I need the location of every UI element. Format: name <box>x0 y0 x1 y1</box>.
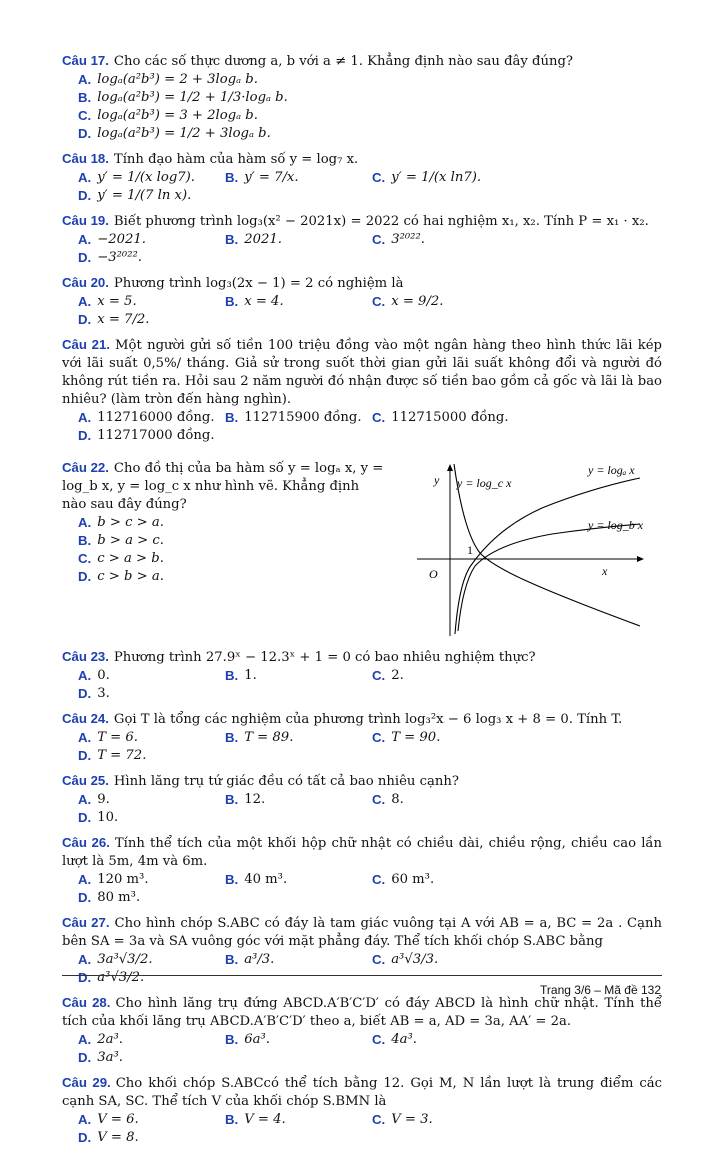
option-text: T = 6. <box>97 730 138 745</box>
question-number: Câu 24. <box>62 711 109 726</box>
option-letter: A. <box>78 515 92 530</box>
option-c <box>372 1031 519 1049</box>
option-text: y′ = 7/x. <box>244 170 299 185</box>
question-number: Câu 25. <box>62 773 109 788</box>
option-letter: A. <box>78 1112 92 1127</box>
option-b <box>225 1111 372 1129</box>
question-number: Câu 26. <box>62 835 110 850</box>
option-text: T = 90. <box>391 730 441 745</box>
option-letter: B. <box>225 1112 239 1127</box>
option-text: −2021. <box>97 232 146 247</box>
option-b <box>225 293 372 311</box>
option-c <box>372 409 519 427</box>
x-axis-arrow <box>637 556 644 562</box>
options <box>62 871 662 907</box>
question-28 <box>62 994 662 1067</box>
option-text: 112717000 đồng. <box>97 428 215 443</box>
option-text: 80 m³. <box>97 890 141 905</box>
question-number: Câu 20. <box>62 275 109 290</box>
option-a <box>78 169 225 187</box>
question-stem: Cho khối chóp S.ABCcó thể tích bằng 12. Gọi M, N lần lượt là trung điểm các cạnh SA, SC. Thể tích V của khối chóp S.BMN là <box>62 1076 662 1109</box>
question-24 <box>62 710 662 765</box>
option-a <box>78 71 374 89</box>
options <box>62 1111 662 1147</box>
question-22-text <box>62 459 387 641</box>
point-one-label: 1 <box>467 543 473 557</box>
option-text: 12. <box>244 792 266 807</box>
option-letter: C. <box>372 952 386 967</box>
option-letter: C. <box>372 1112 386 1127</box>
option-b <box>78 89 374 107</box>
option-text: 2021. <box>244 232 282 247</box>
options <box>62 729 662 765</box>
option-text: 6a³. <box>244 1032 270 1047</box>
option-b <box>225 1031 372 1049</box>
option-text: 4a³. <box>391 1032 417 1047</box>
option-d <box>78 427 225 445</box>
option-text: 112715900 đồng. <box>244 410 362 425</box>
option-text: 1. <box>244 668 257 683</box>
option-letter: D. <box>78 1050 92 1065</box>
label-log-c: y = log_c x <box>457 476 512 490</box>
option-d <box>78 568 233 586</box>
option-d <box>78 311 225 329</box>
option-b <box>225 951 372 969</box>
question-stem: Biết phương trình log₃(x² − 2021x) = 2022 có hai nghiệm x₁, x₂. Tính P = x₁ · x₂. <box>113 214 649 229</box>
question-number: Câu 28. <box>62 995 111 1010</box>
option-a <box>78 293 225 311</box>
option-letter: B. <box>225 1032 239 1047</box>
option-text: 112716000 đồng. <box>97 410 215 425</box>
option-b <box>225 409 372 427</box>
option-a <box>78 871 225 889</box>
question-number: Câu 18. <box>62 151 109 166</box>
question-number: Câu 23. <box>62 649 109 664</box>
option-letter: D. <box>78 748 92 763</box>
option-letter: C. <box>372 294 386 309</box>
option-b <box>225 729 372 747</box>
option-letter: D. <box>78 428 92 443</box>
option-text: logₐ(a²b³) = 3 + 2logₐ b. <box>97 108 258 123</box>
option-text: b > c > a. <box>97 515 164 530</box>
option-letter: A. <box>78 294 92 309</box>
option-d <box>78 969 225 987</box>
option-letter: C. <box>372 410 386 425</box>
option-text: logₐ(a²b³) = 1/2 + 3logₐ b. <box>97 126 271 141</box>
option-letter: B. <box>225 952 239 967</box>
option-text: c > b > a. <box>97 569 164 584</box>
option-b <box>225 169 372 187</box>
option-letter: A. <box>78 170 92 185</box>
option-d <box>78 187 225 205</box>
options <box>62 231 662 267</box>
option-letter: D. <box>78 188 92 203</box>
option-a <box>78 514 233 532</box>
option-letter: B. <box>225 294 239 309</box>
option-c <box>372 1111 519 1129</box>
label-log-b: y = log_b x <box>588 518 644 532</box>
option-d <box>78 889 225 907</box>
question-stem: Cho hình lăng trụ đứng ABCD.A′B′C′D′ có đáy ABCD là hình chữ nhật. Tính thể tích của khối lăng trụ ABCD.A′B′C′D′ theo a, biết AB = a, AD = 3a, AA′ = 2a. <box>62 996 662 1029</box>
log-graph <box>412 456 652 641</box>
question-25 <box>62 772 662 827</box>
option-text: x = 5. <box>97 294 137 309</box>
option-d <box>78 125 374 143</box>
option-text: 9. <box>97 792 110 807</box>
option-c <box>372 729 519 747</box>
option-a <box>78 729 225 747</box>
option-letter: A. <box>78 72 92 87</box>
question-number: Câu 22. <box>62 460 109 475</box>
question-26 <box>62 834 662 907</box>
options <box>62 951 662 987</box>
option-c <box>78 550 233 568</box>
option-text: V = 8. <box>97 1130 139 1145</box>
option-text: T = 89. <box>244 730 294 745</box>
question-27 <box>62 914 662 987</box>
options <box>62 791 662 827</box>
option-b <box>225 791 372 809</box>
page-footer: Trang 3/6 – Mã đề 132 <box>540 983 661 997</box>
question-stem: Cho hình chóp S.ABC có đáy là tam giác vuông tại A với AB = a, BC = 2a . Cạnh bên SA = 3a và SA vuông góc với mặt phẳng đáy. Thể tích khối chóp S.ABC bằng <box>62 916 662 949</box>
option-letter: C. <box>78 108 92 123</box>
option-letter: D. <box>78 1130 92 1145</box>
option-text: 8. <box>391 792 404 807</box>
option-c <box>372 791 519 809</box>
option-text: 40 m³. <box>244 872 288 887</box>
option-text: a³/3. <box>244 952 275 967</box>
option-letter: C. <box>372 792 386 807</box>
option-text: 2. <box>391 668 404 683</box>
option-letter: D. <box>78 686 92 701</box>
option-text: c > a > b. <box>97 551 164 566</box>
x-axis-label: x <box>602 564 608 578</box>
option-letter: B. <box>78 90 92 105</box>
options <box>62 514 387 586</box>
label-log-a: y = logₐ x <box>588 463 635 477</box>
question-17 <box>62 52 662 143</box>
question-stem: Gọi T là tổng các nghiệm của phương trình log₃²x − 6 log₃ x + 8 = 0. Tính T. <box>113 712 623 727</box>
option-text: 3a³√3/2. <box>97 952 153 967</box>
option-letter: D. <box>78 970 92 985</box>
option-letter: D. <box>78 312 92 327</box>
question-stem: Phương trình 27.9ˣ − 12.3ˣ + 1 = 0 có bao nhiêu nghiệm thực? <box>113 650 536 665</box>
question-23 <box>62 648 662 703</box>
option-letter: D. <box>78 126 92 141</box>
question-21 <box>62 336 662 445</box>
footer-divider <box>62 975 662 976</box>
option-letter: B. <box>225 232 239 247</box>
curve-log-b <box>458 524 640 631</box>
option-b <box>78 532 233 550</box>
option-a <box>78 791 225 809</box>
option-letter: D. <box>78 569 92 584</box>
question-number: Câu 17. <box>62 53 109 68</box>
option-letter: B. <box>225 668 239 683</box>
question-18 <box>62 150 662 205</box>
option-text: 0. <box>97 668 110 683</box>
option-letter: C. <box>372 232 386 247</box>
option-d <box>78 249 225 267</box>
option-text: 60 m³. <box>391 872 435 887</box>
option-letter: C. <box>372 170 386 185</box>
y-axis-label: y <box>434 473 440 487</box>
option-c <box>372 231 519 249</box>
option-text: y′ = 1/(7 ln x). <box>97 188 192 203</box>
option-letter: C. <box>372 1032 386 1047</box>
question-stem: Một người gửi số tiền 100 triệu đồng vào một ngân hàng theo hình thức lãi kép với lãi suất 0,5%/ tháng. Giả sử trong suốt thời gian gửi lãi suất không đổi và người đó không rút tiền ra. Hỏi sau 2 năm người đó nhận được số tiền bao gồm cả gốc và lãi là bao nhiêu? (làm tròn đến hàng nghìn). <box>62 338 663 407</box>
option-letter: A. <box>78 792 92 807</box>
option-letter: A. <box>78 952 92 967</box>
option-text: 3²⁰²². <box>391 232 425 247</box>
option-text: −3²⁰²². <box>97 250 142 265</box>
option-text: 10. <box>97 810 119 825</box>
question-number: Câu 27. <box>62 915 110 930</box>
question-stem: Phương trình log₃(2x − 1) = 2 có nghiệm là <box>113 276 404 291</box>
option-a <box>78 1031 225 1049</box>
question-stem: Cho đồ thị của ba hàm số y = logₐ x, y = log_b x, y = log_c x như hình vẽ. Khẳng định nào sau đây đúng? <box>62 461 384 512</box>
option-d <box>78 685 225 703</box>
options <box>62 169 662 205</box>
y-axis-arrow <box>447 464 453 471</box>
question-20 <box>62 274 662 329</box>
option-text: 3a³. <box>97 1050 123 1065</box>
option-c <box>372 951 519 969</box>
option-text: logₐ(a²b³) = 1/2 + 1/3·logₐ b. <box>97 90 288 105</box>
option-letter: B. <box>225 170 239 185</box>
option-letter: D. <box>78 890 92 905</box>
option-c <box>372 293 519 311</box>
option-text: a³√3/2. <box>97 970 145 985</box>
option-letter: A. <box>78 872 92 887</box>
option-text: 112715000 đồng. <box>391 410 509 425</box>
option-d <box>78 1049 225 1067</box>
option-c <box>372 667 519 685</box>
option-text: x = 9/2. <box>391 294 444 309</box>
option-letter: C. <box>78 551 92 566</box>
option-letter: A. <box>78 410 92 425</box>
option-letter: B. <box>225 792 239 807</box>
question-29 <box>62 1074 662 1147</box>
question-stem: Cho các số thực dương a, b với a ≠ 1. Khẳng định nào sau đây đúng? <box>113 54 573 69</box>
option-a <box>78 231 225 249</box>
option-letter: A. <box>78 1032 92 1047</box>
option-text: b > a > c. <box>97 533 164 548</box>
option-text: T = 72. <box>97 748 147 763</box>
option-letter: C. <box>372 872 386 887</box>
options <box>62 409 662 445</box>
option-text: a³√3/3. <box>391 952 439 967</box>
origin-label: O <box>429 567 438 581</box>
options <box>62 1031 662 1067</box>
option-a <box>78 409 225 427</box>
option-d <box>78 809 225 827</box>
option-letter: B. <box>225 872 239 887</box>
question-stem: Tính thể tích của một khối hộp chữ nhật có chiều dài, chiều rộng, chiều cao lần lượt là 5m, 4m và 6m. <box>62 836 662 869</box>
option-text: V = 3. <box>391 1112 433 1127</box>
option-text: y′ = 1/(x log7). <box>97 170 195 185</box>
option-a <box>78 667 225 685</box>
option-b <box>225 231 372 249</box>
option-letter: D. <box>78 810 92 825</box>
option-text: V = 6. <box>97 1112 139 1127</box>
option-letter: B. <box>78 533 92 548</box>
option-d <box>78 1129 225 1147</box>
option-c <box>372 871 519 889</box>
options <box>62 667 662 703</box>
option-b <box>225 871 372 889</box>
option-text: logₐ(a²b³) = 2 + 3logₐ b. <box>97 72 258 87</box>
option-letter: C. <box>372 668 386 683</box>
option-c <box>372 169 519 187</box>
option-letter: B. <box>225 410 239 425</box>
option-text: 3. <box>97 686 110 701</box>
option-a <box>78 1111 225 1129</box>
option-letter: A. <box>78 232 92 247</box>
question-number: Câu 21. <box>62 337 111 352</box>
option-text: x = 4. <box>244 294 284 309</box>
option-a <box>78 951 225 969</box>
options <box>62 293 662 329</box>
question-22 <box>62 459 662 641</box>
option-letter: A. <box>78 730 92 745</box>
question-stem: Hình lăng trụ tứ giác đều có tất cả bao nhiêu cạnh? <box>113 774 459 789</box>
option-letter: D. <box>78 250 92 265</box>
option-text: y′ = 1/(x ln7). <box>391 170 482 185</box>
option-text: 2a³. <box>97 1032 123 1047</box>
option-text: V = 4. <box>244 1112 286 1127</box>
options <box>62 71 662 143</box>
option-text: 120 m³. <box>97 872 149 887</box>
question-number: Câu 29. <box>62 1075 111 1090</box>
option-text: x = 7/2. <box>97 312 150 327</box>
option-d <box>78 747 225 765</box>
question-stem: Tính đạo hàm của hàm số y = log₇ x. <box>113 152 359 167</box>
option-letter: B. <box>225 730 239 745</box>
question-number: Câu 19. <box>62 213 109 228</box>
option-letter: A. <box>78 668 92 683</box>
question-19 <box>62 212 662 267</box>
option-b <box>225 667 372 685</box>
option-letter: C. <box>372 730 386 745</box>
option-c <box>78 107 374 125</box>
